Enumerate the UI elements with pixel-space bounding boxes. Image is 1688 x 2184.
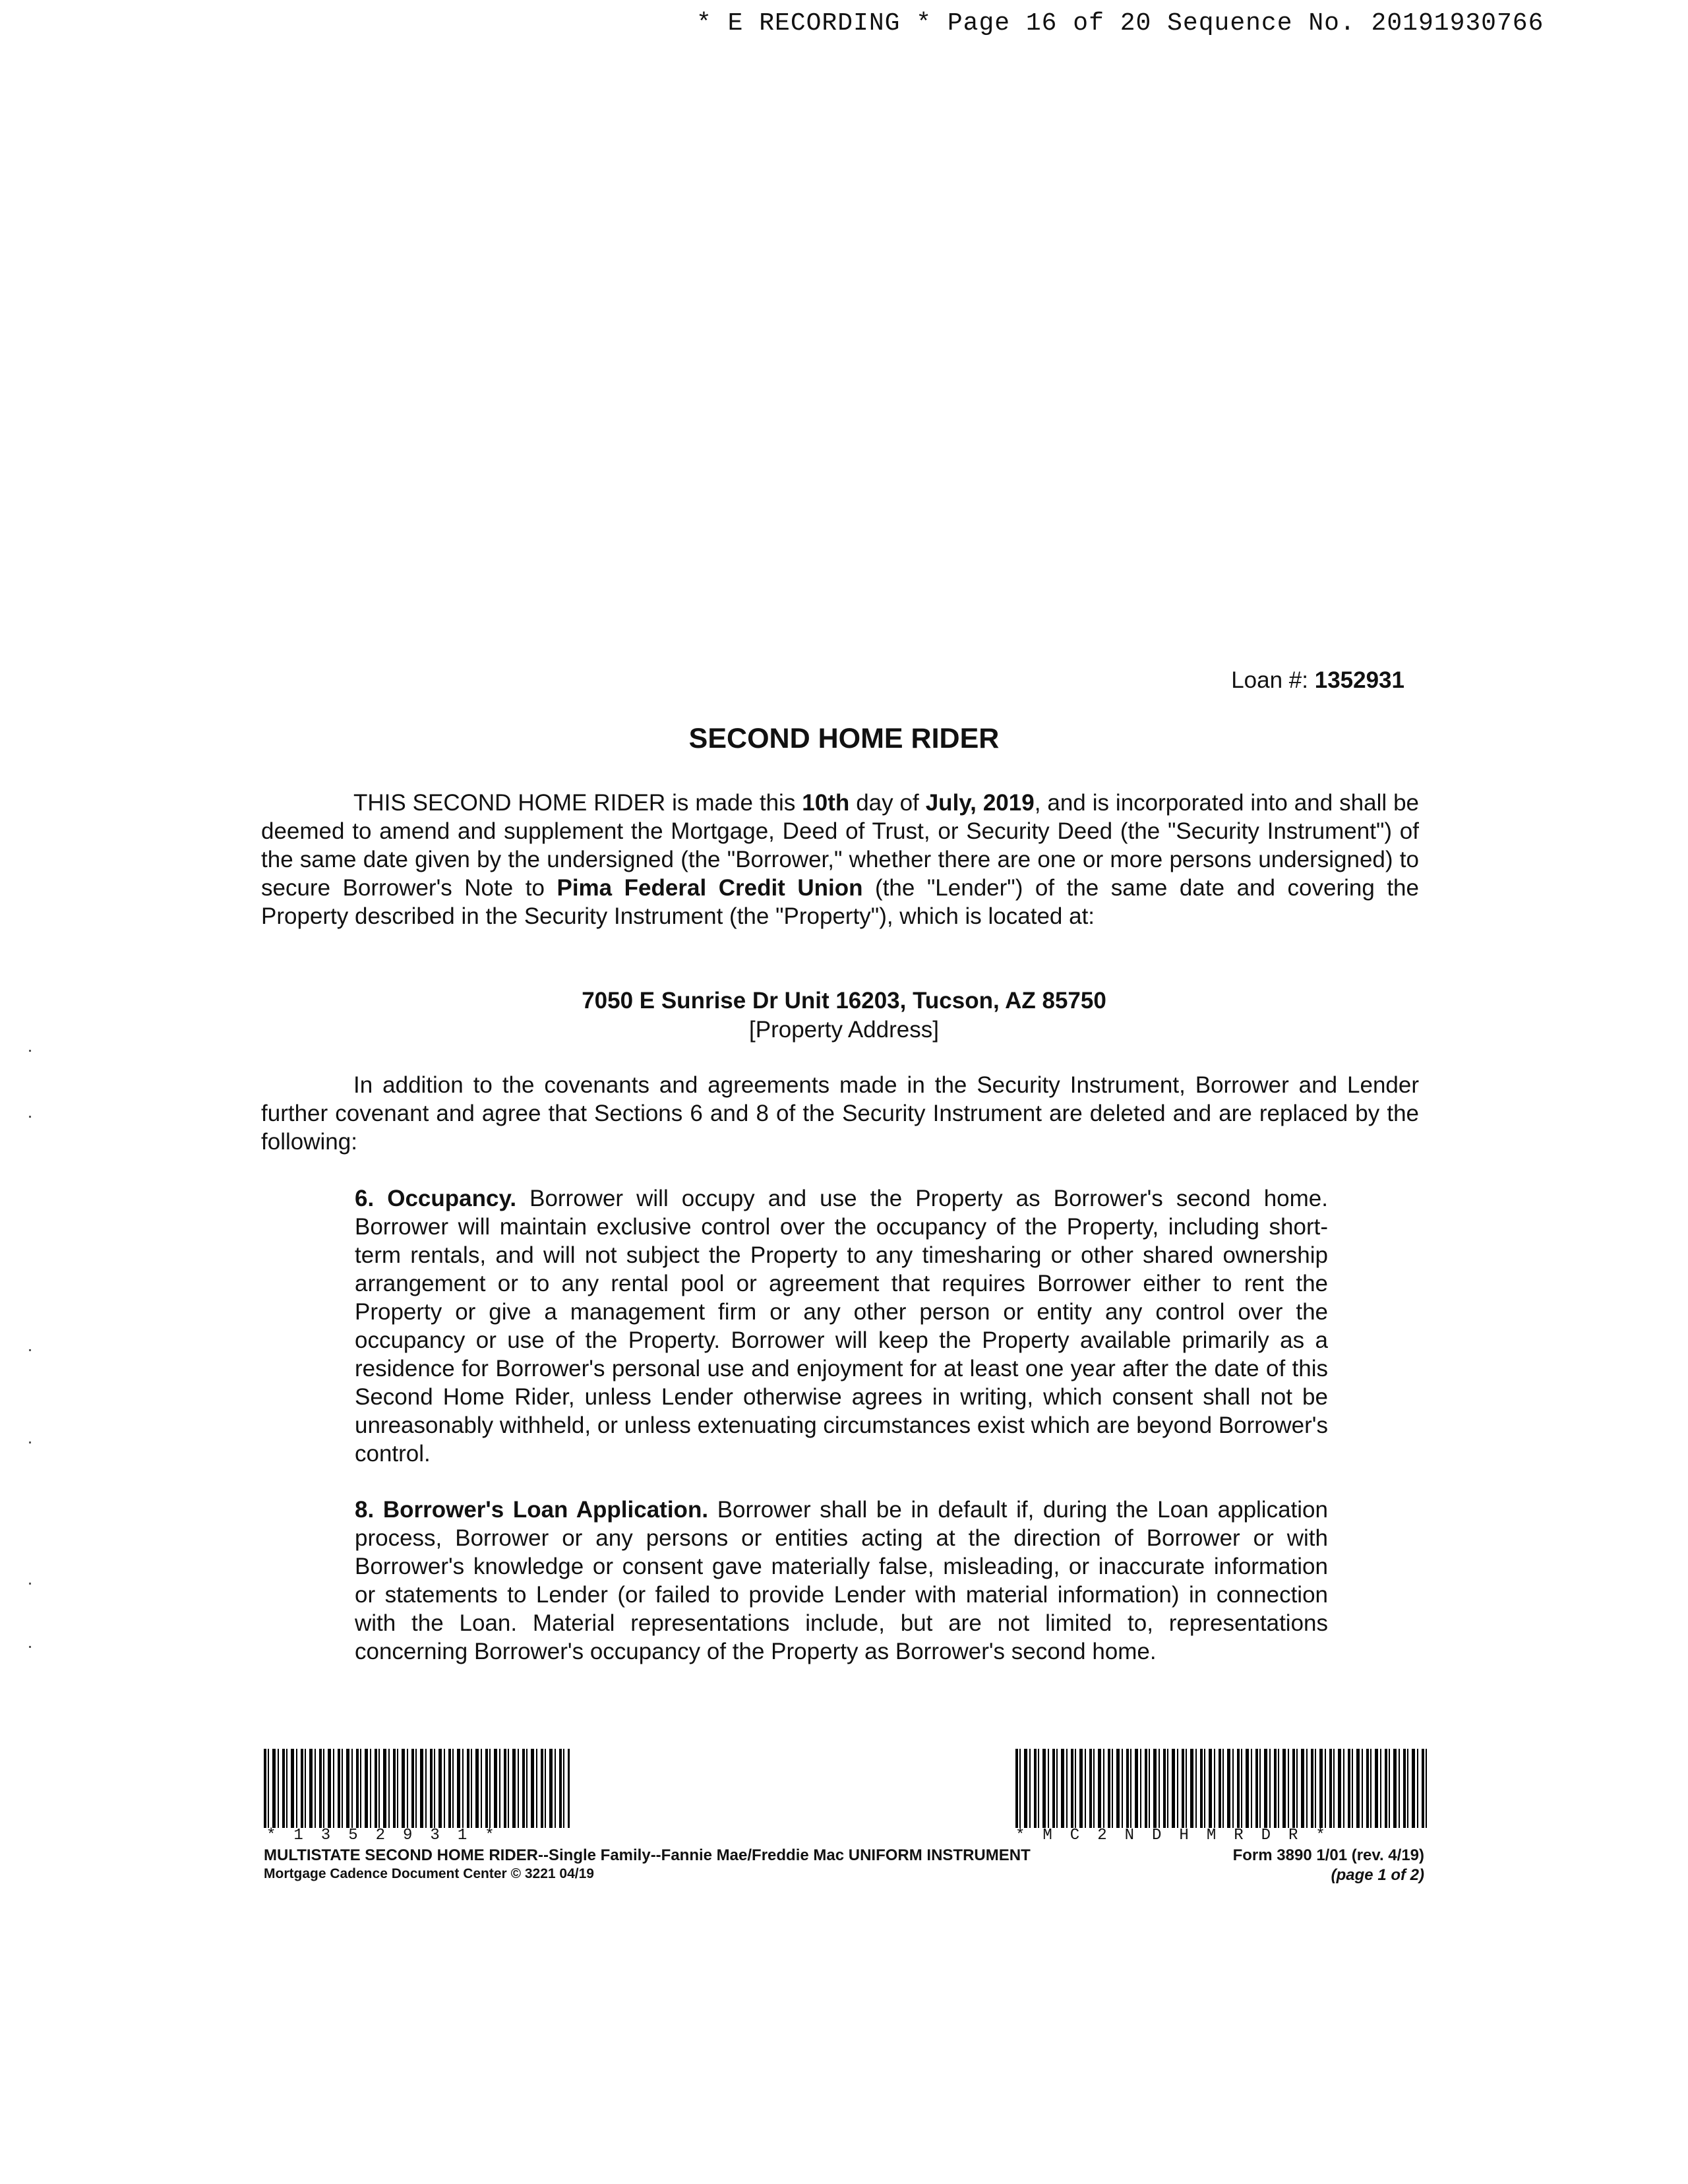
footer-form-number: Form 3890 1/01 (rev. 4/19) [1232,1846,1424,1864]
section-occupancy-heading: 6. Occupancy. [355,1186,517,1211]
intro-day: 10th [802,790,850,816]
loan-barcode [264,1749,570,1828]
property-address-block [0,986,1688,1045]
intro-text-3: , and is incorporated into and shall be deemed to amend and supplement the Mortgage, Deed of Trust, or Security Deed (the "Security Instrument") of the same date given by the undersigned (the "Borrower," whether there are one or more persons undersigned) to secure Borrower's Note to [261,790,1420,901]
form-barcode [1015,1749,1427,1828]
loan-number-label: Loan #: [1231,667,1308,693]
intro-paragraph [261,789,1419,930]
scan-mark [29,1050,31,1052]
document-title: SECOND HOME RIDER [688,723,1000,754]
section-occupancy-body: Borrower will occupy and use the Property as Borrower's second home. Borrower will maintain exclusive control over the occupancy of the Property, including short-term rentals, and will not subject the Property to any timesharing or other shared ownership arrangement or to any rental pool or agreement that requires Borrower either to rent the Property or give a management firm or any other person or entity any control over the occupancy or use of the Property. Borrower will keep the Property available primarily as a residence for Borrower's personal use and enjoyment for at least one year after the date of this Second Home Rider, unless Lender otherwise agrees in writing, which consent shall not be unreasonably withheld, or unless extenuating circumstances exist which are beyond Borrower's control. [355,1186,1328,1467]
section-loan-application-heading: 8. Borrower's Loan Application. [355,1497,709,1523]
intro-text-2: day of [849,790,926,816]
section-loan-application [355,1496,1328,1666]
lender-name: Pima Federal Credit Union [557,875,863,901]
intro-month-year: July, 2019 [925,790,1035,816]
intro-text-1: THIS SECOND HOME RIDER is made this [353,790,802,816]
recording-header: * E RECORDING * Page 16 of 20 Sequence No. 20191930766 [696,9,1544,38]
scan-mark [29,1349,31,1351]
property-address-caption: [Property Address] [749,1017,939,1043]
scan-mark [29,1116,31,1118]
loan-number-value: 1352931 [1314,667,1404,693]
intro-text-4: (the "Lender") of the same date and covering the Property described in the Security Instrument (the "Property"), which is located at: [261,875,1419,929]
property-address: 7050 E Sunrise Dr Unit 16203, Tucson, AZ 85750 [582,988,1106,1014]
loan-barcode-text: *1352931* [266,1827,512,1844]
loan-number [1231,667,1404,694]
scan-mark [29,1441,31,1443]
footer-instrument: MULTISTATE SECOND HOME RIDER--Single Family--Fannie Mae/Freddie Mac UNIFORM INSTRUMENT [264,1846,1031,1864]
section-occupancy [355,1184,1328,1468]
section-loan-application-body: Borrower shall be in default if, during the Loan application process, Borrower or any persons or entities acting at the direction of Borrower or with Borrower's knowledge or consent gave materially false, misleading, or inaccurate information or statements to Lender (or failed to provide Lender with material information) in connection with the Loan. Material representations include, but are not limited to, representations concerning Borrower's occupancy of the Property as Borrower's second home. [355,1497,1328,1664]
form-barcode-text: *MC2NDHMRDR* [1015,1827,1343,1844]
scan-mark [29,1583,31,1585]
covenants-paragraph: In addition to the covenants and agreements made in the Security Instrument, Borrower and Lender further covenant and agree that Sections 6 and 8 of the Security Instrument are deleted and are replaced by the following: [261,1072,1419,1155]
scan-mark [29,1646,31,1648]
footer-page-number: (page 1 of 2) [1331,1866,1424,1884]
footer-vendor: Mortgage Cadence Document Center © 3221 04/19 [264,1866,594,1881]
